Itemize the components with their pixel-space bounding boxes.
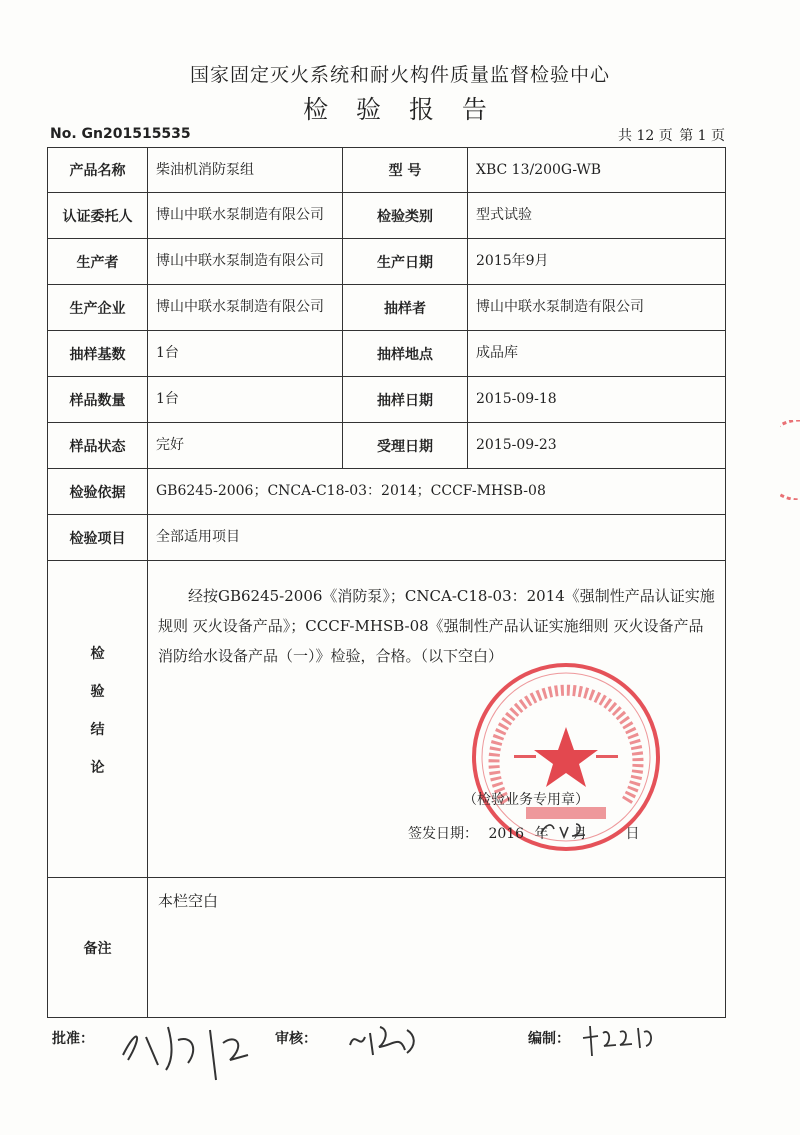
- value-manufacturer: 博山中联水泵制造有限公司: [148, 285, 343, 331]
- table-row: [48, 148, 726, 193]
- compile-label: 编制：: [528, 1031, 570, 1047]
- remark-text: 本栏空白: [158, 892, 219, 910]
- label-test-basis: 检验依据: [48, 469, 148, 515]
- conclusion-label-char: 验: [90, 684, 105, 700]
- label-sampling-date: 抽样日期: [343, 377, 468, 423]
- compiler-signature-icon: [578, 1018, 658, 1058]
- label-product-name: 产品名称: [48, 148, 148, 193]
- issue-year-unit: 年: [534, 826, 549, 842]
- label-manufacturer: 生产企业: [48, 285, 148, 331]
- table-row: [48, 878, 726, 1018]
- label-sampling-place: 抽样地点: [343, 331, 468, 377]
- conclusion-label-char: 结: [90, 722, 105, 738]
- label-conclusion: [48, 561, 148, 878]
- table-row: [48, 193, 726, 239]
- label-acceptance-date: 受理日期: [343, 423, 468, 469]
- label-production-date: 生产日期: [343, 239, 468, 285]
- value-sample-state: 完好: [148, 423, 343, 469]
- value-acceptance-date: 2015-09-23: [468, 423, 726, 469]
- approver-signature-icon: [118, 1015, 258, 1085]
- value-sampling-date: 2015-09-18: [468, 377, 726, 423]
- label-sample-quantity: 样品数量: [48, 377, 148, 423]
- value-test-type: 型式试验: [468, 193, 726, 239]
- issue-month-unit: 月: [573, 826, 587, 842]
- label-sample-base: 抽样基数: [48, 331, 148, 377]
- remark-cell: [148, 878, 726, 1018]
- issue-date-label: 签发日期：: [408, 826, 478, 842]
- conclusion-cell: [148, 561, 726, 878]
- report-number: No. Gn201515535: [50, 126, 191, 142]
- value-sample-quantity: 1台: [148, 377, 343, 423]
- value-production-date: 2015年9月: [468, 239, 726, 285]
- table-row: [48, 423, 726, 469]
- approve-label: 批准：: [52, 1031, 94, 1047]
- label-producer: 生产者: [48, 239, 148, 285]
- label-test-items: 检验项目: [48, 515, 148, 561]
- report-table: [47, 147, 726, 1018]
- total-pages: 共 12 页: [618, 128, 673, 144]
- table-row: [48, 515, 726, 561]
- table-row: [48, 469, 726, 515]
- edge-seal-icon: [780, 420, 800, 500]
- value-sampling-place: 成品库: [468, 331, 726, 377]
- value-test-basis: GB6245-2006；CNCA-C18-03：2014；CCCF-MHSB-08: [148, 469, 726, 515]
- review-label: 审核：: [275, 1031, 317, 1047]
- label-remark: 备注: [48, 878, 148, 1018]
- value-model: XBC 13/200G-WB: [468, 148, 726, 193]
- value-producer: 博山中联水泵制造有限公司: [148, 239, 343, 285]
- stamp-caption: （检验业务专用章）: [463, 792, 589, 808]
- label-test-type: 检验类别: [343, 193, 468, 239]
- value-sampler: 博山中联水泵制造有限公司: [468, 285, 726, 331]
- table-row: [48, 331, 726, 377]
- page-info: [616, 125, 725, 145]
- table-row: [48, 377, 726, 423]
- label-sample-state: 样品状态: [48, 423, 148, 469]
- value-test-items: 全部适用项目: [148, 515, 726, 561]
- report-title: 检 验 报 告: [303, 95, 497, 124]
- conclusion-text: 经按GB6245-2006《消防泵》；CNCA-C18-03：2014《强制性产品认证实施规则 灭火设备产品》；CCCF-MHSB-08《强制性产品认证实施细则 灭火设备产品 消防给水设备产品（一）》检验，合格。（以下空白）: [158, 587, 715, 665]
- table-row: [48, 239, 726, 285]
- label-sampler: 抽样者: [343, 285, 468, 331]
- value-client: 博山中联水泵制造有限公司: [148, 193, 343, 239]
- table-row: [48, 285, 726, 331]
- conclusion-label-char: 检: [90, 646, 105, 662]
- page-number: 第 1 页: [679, 128, 725, 144]
- issue-day-unit: 日: [625, 826, 640, 842]
- issue-year: 2016: [488, 826, 525, 842]
- issuing-organization: 国家固定灭火系统和耐火构件质量监督检验中心: [189, 64, 610, 86]
- conclusion-label-char: 论: [90, 760, 105, 776]
- label-model: 型 号: [343, 148, 468, 193]
- issue-date: [408, 823, 645, 843]
- reviewer-signature-icon: [345, 1015, 425, 1065]
- value-sample-base: 1台: [148, 331, 343, 377]
- table-row: [48, 561, 726, 878]
- label-client: 认证委托人: [48, 193, 148, 239]
- value-product-name: 柴油机消防泵组: [148, 148, 343, 193]
- handwritten-date-icon: [538, 819, 588, 841]
